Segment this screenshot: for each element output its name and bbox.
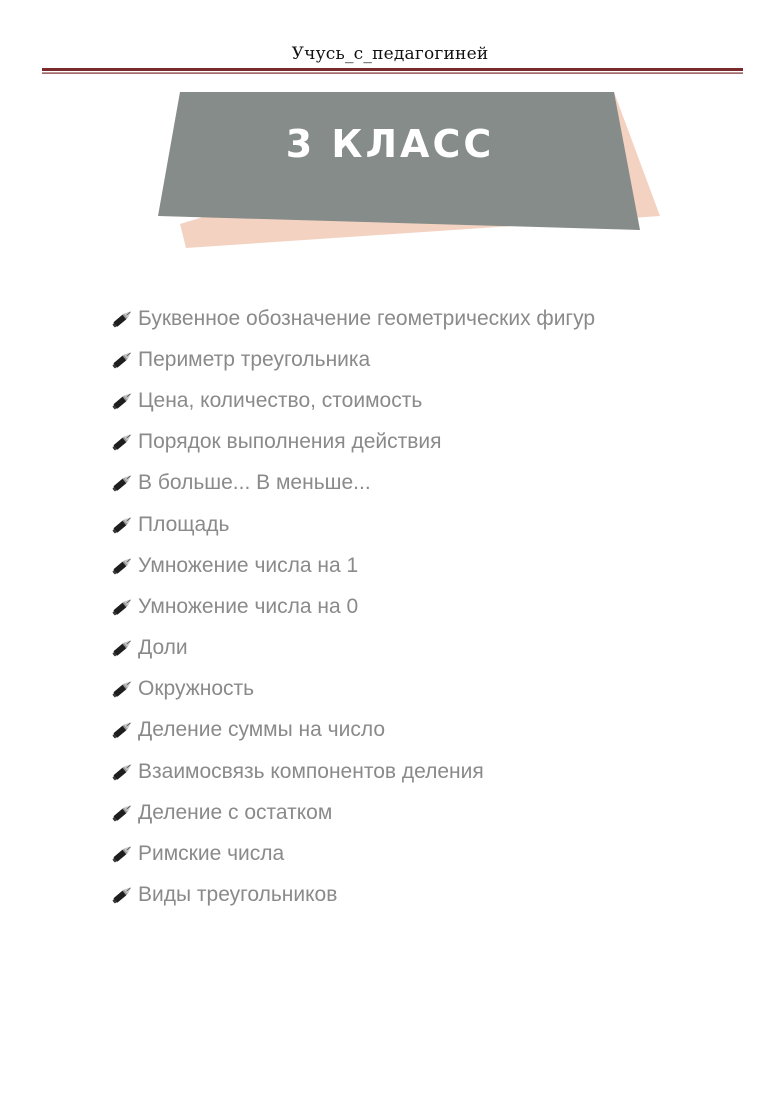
fountain-pen-icon (110, 636, 138, 660)
topic-item (110, 833, 595, 874)
topic-label: В больше... В меньше... (138, 471, 371, 495)
topic-label: Умножение числа на 0 (138, 594, 359, 618)
fountain-pen-icon (110, 554, 138, 578)
fountain-pen-icon (110, 883, 138, 907)
topic-label: Доли (138, 636, 188, 660)
topic-item (110, 422, 595, 463)
fountain-pen-icon (110, 389, 138, 413)
topic-label: Буквенное обозначение геометрических фигур (138, 306, 596, 330)
topic-label: Окружность (138, 677, 255, 701)
topic-item (110, 339, 595, 380)
grade-title: 3 КЛАСС (285, 122, 495, 166)
topic-item (110, 504, 595, 545)
topic-item (110, 751, 595, 792)
topic-label: Взаимосвязь компонентов деления (138, 759, 484, 783)
fountain-pen-icon (110, 348, 138, 372)
topic-label: Деление с остатком (138, 800, 333, 824)
topic-item (110, 545, 595, 586)
topic-label: Периметр треугольника (138, 347, 371, 371)
fountain-pen-icon (110, 677, 138, 701)
page-header-title: Учусь_с_педагогиней (291, 44, 489, 64)
topic-label: Деление суммы на число (138, 718, 385, 742)
topic-item (110, 628, 595, 669)
topic-item (110, 669, 595, 710)
title-banner (150, 88, 670, 258)
header-divider (42, 68, 743, 76)
topic-item (110, 463, 595, 504)
topic-label: Виды треугольников (138, 883, 338, 907)
topic-label: Цена, количество, стоимость (138, 388, 423, 412)
fountain-pen-icon (110, 760, 138, 784)
topic-item (110, 586, 595, 627)
fountain-pen-icon (110, 801, 138, 825)
topic-label: Римские числа (138, 842, 285, 866)
fountain-pen-icon (110, 842, 138, 866)
fountain-pen-icon (110, 595, 138, 619)
fountain-pen-icon (110, 430, 138, 454)
topic-item (110, 298, 595, 339)
topic-item (110, 792, 595, 833)
fountain-pen-icon (110, 307, 138, 331)
fountain-pen-icon (110, 718, 138, 742)
topic-list (110, 298, 595, 916)
topic-item (110, 875, 595, 916)
fountain-pen-icon (110, 471, 138, 495)
topic-label: Умножение числа на 1 (138, 553, 359, 577)
topic-label: Порядок выполнения действия (138, 430, 442, 454)
fountain-pen-icon (110, 513, 138, 537)
topic-item (110, 710, 595, 751)
topic-label: Площадь (138, 512, 230, 536)
topic-item (110, 380, 595, 421)
